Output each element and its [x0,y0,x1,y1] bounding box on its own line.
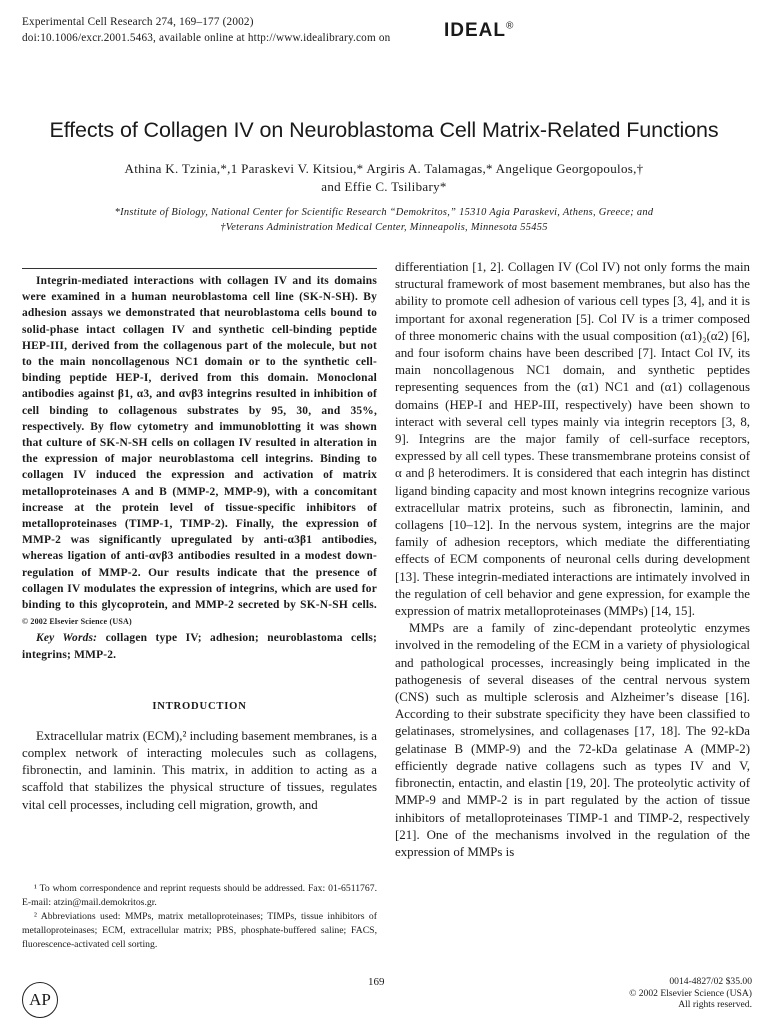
issn-price: 0014-4827/02 $35.00 [669,976,752,987]
author-line-1: Athina K. Tzinia,*,1 Paraskevi V. Kitsiou,* Argiris A. Talamagas,* Angelique Georgopoulos,† [124,161,644,176]
abstract [22,273,377,630]
publisher-logo-text: AP [29,990,51,1009]
author-list [0,160,768,196]
doi-line: doi:10.1006/excr.2001.5463, available online at http://www.idealibrary.com on [22,32,391,44]
ideal-logo-text: IDEAL [444,20,506,41]
left-column [22,268,377,814]
author-line-2: and Effie C. Tsilibary* [321,179,447,194]
keywords-text: collagen type IV; adhesion; neuroblastoma cells; integrins; MMP-2. [22,632,378,661]
footnote-2: ² Abbreviations used: MMPs, matrix metalloproteinases; TIMPs, tissue inhibitors of metalloproteinases; ECM, extracellular matrix; PBS, phosphate-buffered saline; FACS, fluorescence-activated cell sorting. [22,911,377,950]
rights-reserved: All rights reserved. [678,999,752,1010]
abstract-rule [22,268,377,269]
journal-line: Experimental Cell Research 274, 169–177 (2002) [22,16,254,28]
abstract-text: Integrin-mediated interactions with collagen IV and its domains were examined in a human neuroblastoma cell line (SK-N-SH). By adhesion assays we demonstrated that neuroblastoma cells bound to solid-phase intact collagen IV and synthetic cell-binding peptide HEP-III, derived from the collagenous part of the molecule, but not to the main noncollagenous NC1 domain or to the synthetic cell-binding peptide HEP-I, derived from this domain. Monoclonal antibodies against β1, α3, and αvβ3 integrins resulted in inhibition of cell binding to collagenous substrates by 95, 30, and 35%, respectively. By flow cytometry and immunoblotting it was shown that culture of SK-N-SH cells on collagen IV resulted in alteration in the expression of major neuroblastoma cell integrins. Binding to collagen IV induced the expression and activation of matrix metalloproteinases A and B (MMP-2, MMP-9), with a concomitant increase at the protein level of tissue-specific inhibitors of metalloproteinases (TIMP-1, TIMP-2). Finally, the expression of MMP-2 was significantly upregulated by anti-α3β1 antibodies, whereas ligation of anti-αvβ3 antibodies resulted in a modest down-regulation of MMP-2. Our results indicate that the presence of collagen IV modulates the expression of integrins, which are used for binding to this glycoprotein, and MMP-2 secreted by SK-N-SH cells. [22,275,377,612]
footnote-1: ¹ To whom correspondence and reprint requests should be addressed. Fax: 01-6511767. E-mail: atzin@mail.demokritos.gr. [22,883,377,908]
affiliation-line-2: †Veterans Administration Medical Center, Minneapolis, Minnesota 55455 [220,221,548,233]
registered-mark: ® [506,20,515,32]
affiliations [0,206,768,235]
keywords-label: Key Words: [36,632,98,645]
ideal-logo [444,20,514,42]
intro-paragraph-right-2: MMPs are a family of zinc-dependant proteolytic enzymes involved in the remodeling of the ECM in a variety of physiological and pathological processes, increasingly being implicated in the pathogenesis of several diseases of the central nervous system (CNS) such as multiple sclerosis and Alzheimer’s disease [16]. According to their substrate specificity they have been classified to gelatinases, stromelysines, and collagenases [17, 18]. The 92-kDa gelatinase B (MMP-9) and the 72-kDa gelatinase A (MMP-2) efficiently degrade native collagens such as types IV and V, fibronectin, entactin, and elastin [19, 20]. The proteolytic activity of MMP-9 and MMP-2 is in part regulated by the action of tissue inhibitors of metalloproteinases TIMP-1 and TIMP-2, respectively [21]. One of the mechanisms involved in the regulation of the expression of MMPs is [395,621,750,859]
affiliation-line-1: *Institute of Biology, National Center for Scientific Research “Demokritos,” 15310 Agia Paraskevi, Athens, Greece; and [114,207,654,218]
paper-title: Effects of Collagen IV on Neuroblastoma Cell Matrix-Related Functions [49,118,719,142]
issn-block [629,976,752,1011]
footnotes [22,882,377,952]
right-column [395,259,750,861]
intro-paragraph-right-1: differentiation [1, 2]. Collagen IV (Col IV) not only forms the main structural framework of most basement membranes, but also has the ability to promote cell adhesion of various cell types [3, 4], and it is important for axonal regeneration [5]. Col IV is a trimer composed of three monomeric chains with the usual composition (α1)₂(α2) [6], and four isoform chains have been described [7]. Intact Col IV, its main noncollagenous NC1 domain, and synthetic peptides representing sequences from the (α1) NC1 and (α1) collagenous domains (HEP-I and HEP-III, respectively) have been shown to interact with several cell types mainly via integrin receptors [3, 8, 9]. Integrins are the major family of cell-surface receptors, expressed by all cell types. These transmembrane proteins consist of α and β heterodimers. It is considered that each integrin has distinct ligand binding capacity and most known integrins recognize various extracellular matrix proteins, such as fibronectin, laminin, and collagens [10–12]. In the nervous system, integrins are the major family of adhesion receptors, which mediate the differentiating effects of ECM components of neuronal cells during development [13]. These integrin-mediated interactions are intimately involved in the regulation of cell behavior and gene expression, for example the expression of matrix metalloproteinases (MMPs) [14, 15]. [395,260,750,619]
keywords [22,630,377,662]
intro-paragraph-left: Extracellular matrix (ECM),² including basement membranes, is a complex network of interacting molecules such as collagens, fibronectin, and laminin. This matrix, in addition to acting as a scaffold that stabilizes the physical structure of tissues, regulates vital cell processes, including cell migration, growth, and [22,728,377,812]
footer-copyright: © 2002 Elsevier Science (USA) [629,987,752,999]
journal-citation [22,14,390,46]
academic-press-logo [22,982,58,1018]
page-number: 169 [368,976,385,988]
abstract-copyright: © 2002 Elsevier Science (USA) [22,617,132,627]
introduction-heading: INTRODUCTION [152,700,247,712]
